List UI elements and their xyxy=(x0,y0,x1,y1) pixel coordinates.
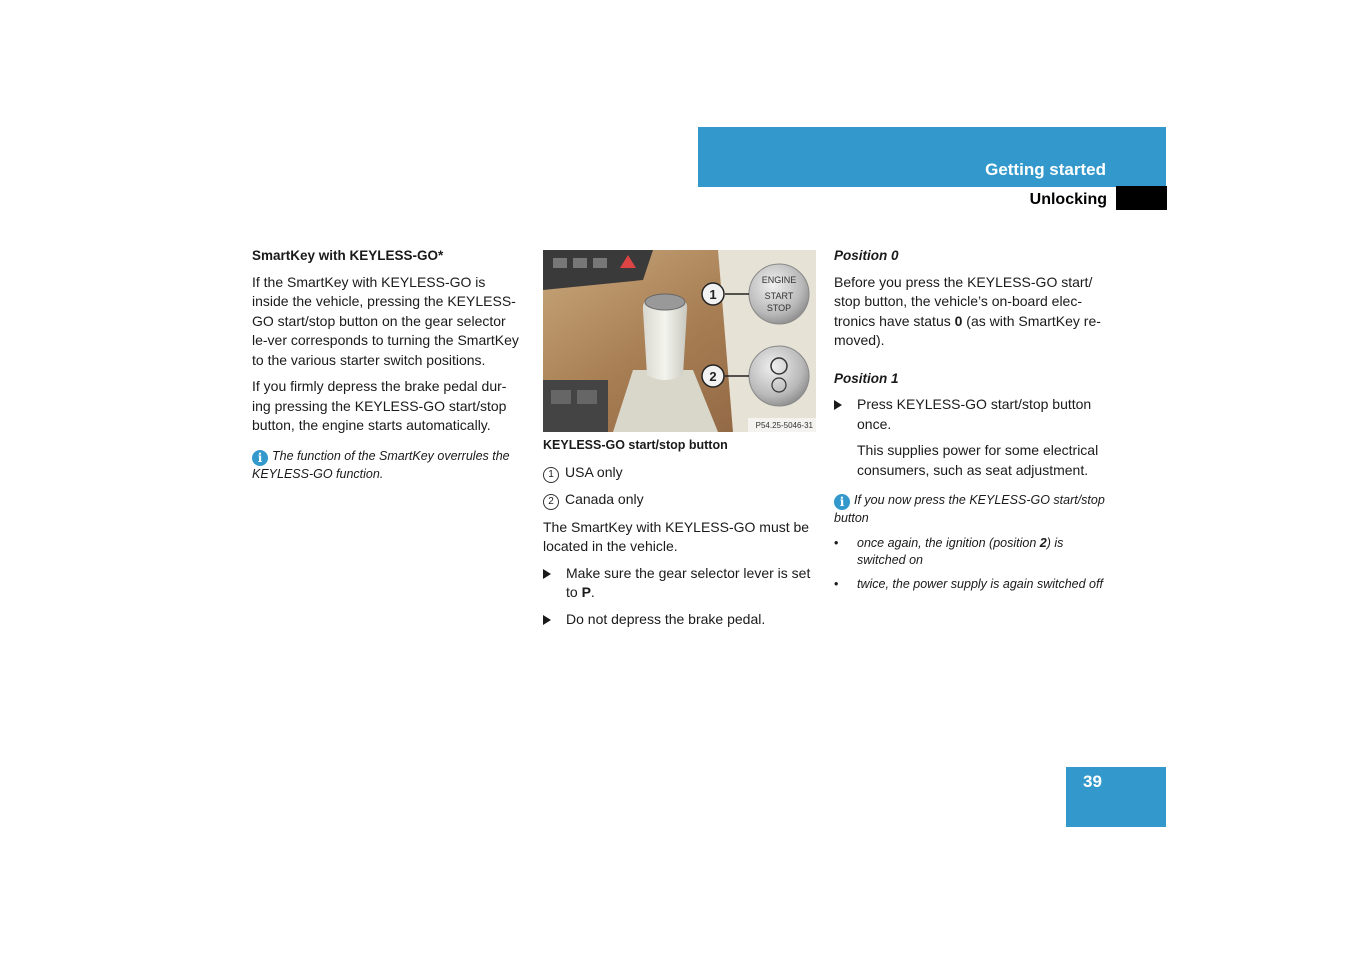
info-icon: i xyxy=(834,494,850,510)
gear-selector-photo xyxy=(543,250,816,432)
callout-1-label: 1 xyxy=(709,287,717,302)
paragraph-2: If you firmly depress the brake pedal dur-ing pressing the KEYLESS-GO start/stop button, the engine starts automatically. xyxy=(252,378,507,433)
figure-caption: KEYLESS-GO start/stop button xyxy=(543,438,728,452)
arrow-icon xyxy=(543,615,551,625)
engine-label-3: STOP xyxy=(766,303,792,313)
info-note-2: i If you now press the KEYLESS-GO start/stop button xyxy=(834,493,1105,525)
position-0-heading: Position 0 xyxy=(834,248,899,263)
location-paragraph: The SmartKey with KEYLESS-GO must be located in the vehicle. xyxy=(543,518,810,554)
list-item: • once again, the ignition (position 2) is switched on xyxy=(834,535,1110,568)
figure-ref-code: P54.25-5046-31 xyxy=(755,421,813,430)
number-2-icon: 2 xyxy=(543,494,559,510)
arrow-icon xyxy=(543,569,551,579)
engine-label-1: ENGINE xyxy=(761,275,797,285)
callout-2-label: 2 xyxy=(709,369,717,384)
column-2 xyxy=(543,436,818,636)
position-1-description: This supplies power for some electrical consumers, such as seat adjustment. xyxy=(857,442,1099,478)
engine-label-2: START xyxy=(764,291,794,301)
step-gear-selector: Make sure the gear selector lever is set to P. xyxy=(543,564,818,603)
step-press-button: Press KEYLESS-GO start/stop button once. xyxy=(834,395,1110,434)
column-1 xyxy=(252,246,524,483)
column-3 xyxy=(834,246,1110,601)
page-number-box xyxy=(1066,767,1166,827)
chapter-tab xyxy=(1116,186,1167,210)
list-item: 2 Canada only xyxy=(543,490,818,510)
subsection-title: Unlocking xyxy=(1029,191,1107,208)
page-number: 39 xyxy=(1083,772,1102,791)
section-title: Getting started xyxy=(985,160,1106,179)
number-1-icon: 1 xyxy=(543,467,559,483)
position-1-heading: Position 1 xyxy=(834,370,899,386)
paragraph-1: If the SmartKey with KEYLESS-GO is inside the vehicle, pressing the KEYLESS-GO start/stop button on the gear selector le-ver corresponds to turning the SmartKey to the various starter switch positions. xyxy=(252,273,519,368)
note-bullets xyxy=(834,535,1110,593)
list-item: • twice, the power supply is again switched off xyxy=(834,576,1110,593)
switch-panel xyxy=(543,380,608,432)
info-icon: i xyxy=(252,450,268,466)
smartkey-heading: SmartKey with KEYLESS-GO* xyxy=(252,248,444,263)
step-brake-pedal: Do not depress the brake pedal. xyxy=(543,610,818,630)
info-note xyxy=(252,448,524,483)
position-0-text: Before you press the KEYLESS-GO start/ stop button, the vehicle’s on-board elec-tronics have status 0 (as with SmartKey re-moved). xyxy=(834,273,1101,348)
list-item: 1 USA only xyxy=(543,463,818,483)
start-stop-button-canada-icon xyxy=(749,346,809,406)
info-note-text: The function of the SmartKey overrules the KEYLESS-GO function. xyxy=(252,448,510,481)
arrow-icon xyxy=(834,400,842,410)
